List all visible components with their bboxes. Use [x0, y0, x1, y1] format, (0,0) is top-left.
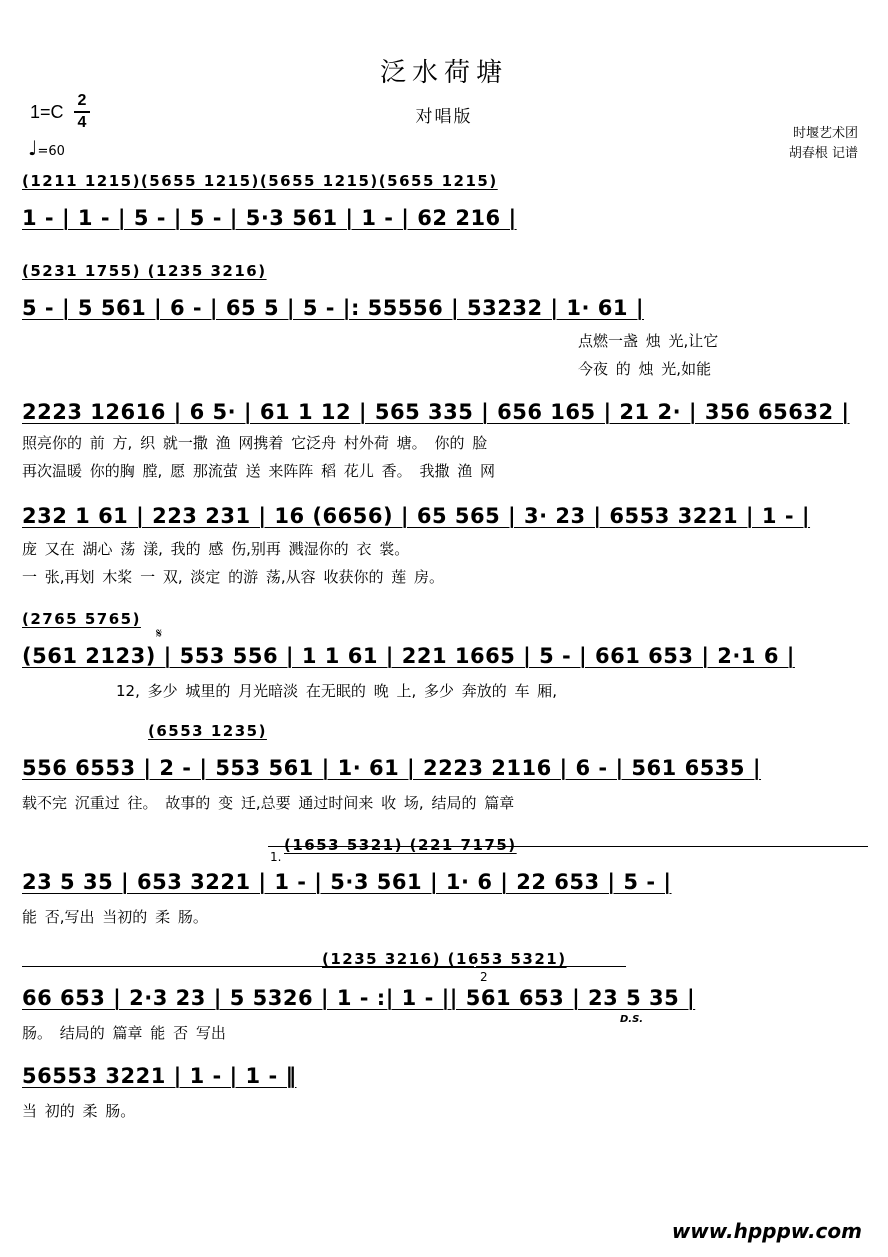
note-line: 66 653 | 2·3 23 | 5 5326 | 1 - :| 1 - || 561 653 | 23 5 35 | [22, 986, 696, 1010]
score-system-7 [22, 836, 868, 936]
intro-phrase: (1235 3216) (1653 5321) [322, 950, 567, 968]
intro-phrase: (5231 1755) (1235 3216) [22, 262, 267, 280]
meter-bottom: 4 [77, 114, 87, 131]
note-line: 556 6553 | 2 - | 553 561 | 1· 61 | 2223 2116 | 6 - | 561 6535 | [22, 756, 762, 780]
volta-2-label: 2 [480, 970, 488, 984]
lyric-line-1: 点燃一盏 烛 光,让它 [578, 332, 719, 350]
note-line: 56553 3221 | 1 - | 1 - ‖ [22, 1064, 297, 1088]
time-signature [74, 92, 90, 132]
lyric-line-2: 一 张,再划 木桨 一 双, 淡定 的游 荡,从容 收获你的 莲 房。 [22, 568, 444, 586]
tempo-marking [28, 136, 65, 160]
score-system-6 [22, 722, 868, 822]
score-system-8 [22, 950, 868, 1050]
note-line: 23 5 35 | 653 3221 | 1 - | 5·3 561 | 1· 6 | 22 653 | 5 - | [22, 870, 672, 894]
lyric-line-1: 当 初的 柔 肠。 [22, 1102, 136, 1120]
footer-url: www.hpppw.com [671, 1219, 862, 1243]
lyric-line-1: 庞 又在 湖心 荡 漾, 我的 感 伤,别再 溅湿你的 衣 裳。 [22, 540, 410, 558]
lyric-line-2: 再次温暖 你的胸 膛, 愿 那流萤 送 来阵阵 稻 花儿 香。 我撒 渔 网 [22, 462, 495, 480]
page-title: 泛水荷塘 [379, 58, 508, 88]
score-system-3 [22, 392, 868, 492]
note-line: 1 - | 1 - | 5 - | 5 - | 5·3 561 | 1 - | 62 216 | [22, 206, 517, 230]
ds-marking: D.S. [620, 1014, 644, 1025]
key-signature: 1=C [30, 102, 64, 122]
score-system-1 [22, 172, 868, 232]
intro-phrase: (2765 5765) [22, 610, 141, 628]
tempo-value: =60 [37, 144, 65, 159]
volta-1-label: 1. [270, 850, 282, 864]
intro-phrase: (1211 1215)(5655 1215)(5655 1215)(5655 1215) [22, 172, 498, 190]
score-system-9 [22, 1060, 868, 1140]
note-line: 2223 12616 | 6 5· | 61 1 12 | 565 335 | 656 165 | 21 2· | 356 65632 | [22, 400, 850, 424]
meter-top: 2 [77, 92, 87, 109]
note-line: (561 2123) | 553 556 | 1 1 61 | 221 1665 | 5 - | 661 653 | 2·1 6 | [22, 644, 795, 668]
lyric-line-1: 肠。 结局的 篇章 能 否 写出 [22, 1024, 226, 1042]
troupe-name: 时堰艺术团 [792, 126, 858, 141]
lyric-line-1: 照亮你的 前 方, 织 就一撒 渔 网携着 它泛舟 村外荷 塘。 你的 脸 [22, 434, 488, 452]
lyric-line-1: 载不完 沉重过 往。 故事的 变 迁,总要 通过时间来 收 场, 结局的 篇章 [22, 794, 515, 812]
segno-icon: 𝄋 [156, 626, 163, 642]
note-line: 232 1 61 | 223 231 | 16 (6656) | 65 565 | 3· 23 | 6553 3221 | 1 - | [22, 504, 811, 528]
lyric-line-1: 能 否,写出 当初的 柔 肠。 [22, 908, 208, 926]
intro-phrase: (1653 5321) (221 7175) [284, 836, 517, 854]
score-system-2 [22, 262, 868, 382]
intro-phrase: (6553 1235) [148, 722, 267, 740]
lyric-line-2: 今夜 的 烛 光,如能 [578, 360, 712, 378]
lyric-line-1: 12, 多少 城里的 月光暗淡 在无眠的 晚 上, 多少 奔放的 车 厢, [116, 682, 558, 700]
arranger-credit: 胡春根 记谱 [788, 146, 858, 161]
score-system-4 [22, 500, 868, 600]
quarter-note-icon: ♩ [28, 136, 38, 160]
page-subtitle: 对唱版 [415, 107, 473, 127]
score-system-5 [22, 610, 868, 710]
note-line: 5 - | 5 561 | 6 - | 65 5 | 5 - |: 55556 | 53232 | 1· 61 | [22, 296, 644, 320]
